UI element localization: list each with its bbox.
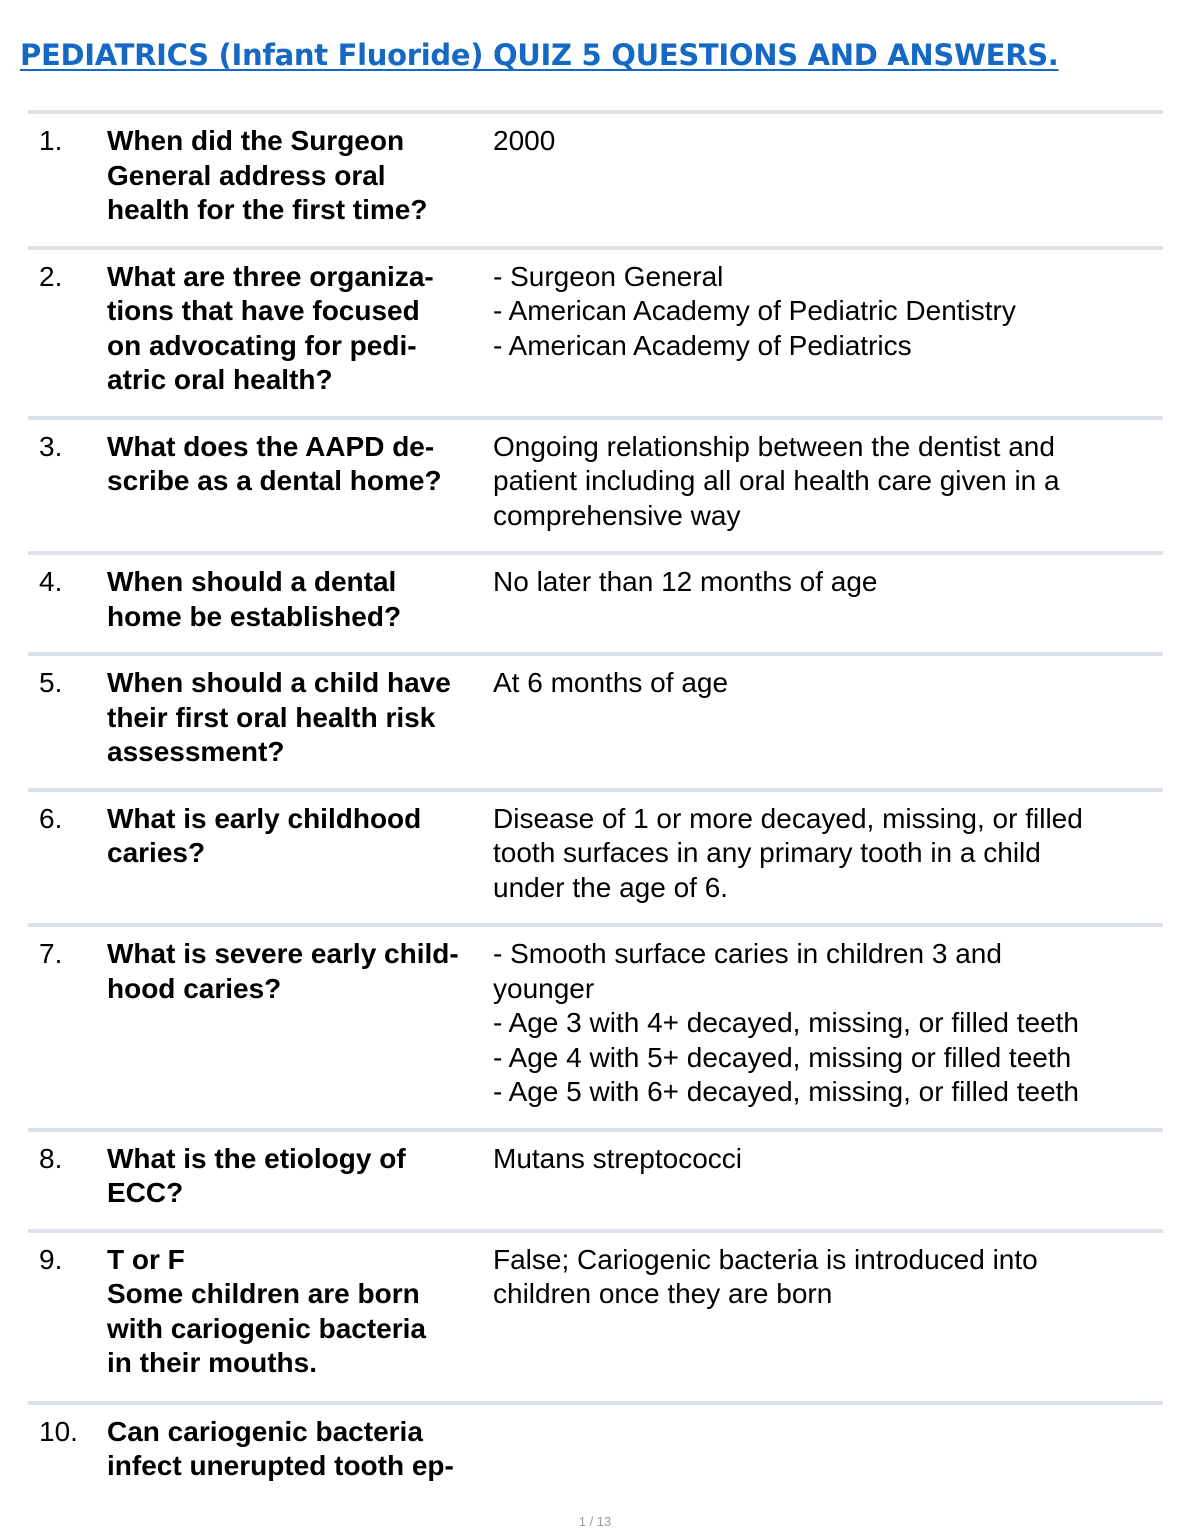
question-number: 10.	[39, 1415, 78, 1447]
qa-row	[28, 1229, 1163, 1401]
answer-text: No later than 12 months of age	[493, 566, 878, 597]
answer-text: False; Cariogenic bacteria is introduced into children once they are born	[493, 1243, 1038, 1309]
qa-row	[28, 110, 1163, 246]
question-number: 7.	[39, 938, 63, 969]
qa-row	[28, 652, 1163, 788]
answer-text	[493, 1415, 1163, 1484]
question-number: 9.	[39, 1243, 63, 1275]
question-number: 3.	[39, 430, 63, 462]
document-title: PEDIATRICS (Infant Fluoride) QUIZ 5 QUESTIONS AND ANSWERS.	[20, 38, 1059, 72]
question-text: When should a dental home be established?	[107, 566, 402, 632]
answer-text: - Surgeon General - American Academy of Pediatric Dentistry - American Academy of Pediatrics	[493, 260, 1016, 361]
qa-row	[28, 246, 1163, 416]
answer-text: Mutans streptococci	[493, 1142, 742, 1174]
answer-text: - Smooth surface caries in children 3 and younger - Age 3 with 4+ decayed, missing, or filled teeth - Age 4 with 5+ decayed, missing or filled teeth - Age 5 with 6+ decayed, missing, or filled teeth	[493, 938, 1079, 1107]
answer-text: At 6 months of age	[493, 667, 729, 698]
page-indicator: 1 / 13	[578, 1514, 612, 1529]
qa-row	[28, 788, 1163, 924]
question-text: T or F Some children are born with cariogenic bacteria in their mouths.	[107, 1243, 426, 1378]
answer-text: Ongoing relationship between the dentist and patient including all oral health care given in a comprehensive way	[493, 430, 1060, 531]
question-text: When should a child have their first oral health risk assessment?	[107, 667, 451, 767]
qa-row	[28, 416, 1163, 552]
question-text: What are three organiza- tions that have focused on advocating for pedi- atric oral health?	[107, 260, 434, 395]
qa-row	[28, 1401, 1163, 1502]
question-number: 4.	[39, 566, 63, 597]
question-text: What does the AAPD de- scribe as a dental home?	[107, 430, 442, 496]
question-text: What is severe early child- hood caries?	[107, 938, 459, 1004]
question-number: 2.	[39, 260, 63, 292]
question-text: What is the etiology of ECC?	[107, 1142, 406, 1208]
qa-row	[28, 923, 1163, 1128]
qa-row	[28, 1128, 1163, 1229]
question-text: When did the Surgeon General address oral health for the first time?	[107, 125, 428, 225]
answer-text: 2000	[493, 125, 556, 156]
qa-list	[28, 110, 1163, 1502]
question-number: 8.	[39, 1142, 63, 1174]
question-number: 6.	[39, 802, 63, 834]
answer-text: Disease of 1 or more decayed, missing, or filled tooth surfaces in any primary tooth in a child under the age of 6.	[493, 802, 1083, 903]
question-number: 5.	[39, 667, 63, 698]
question-text: What is early childhood caries?	[107, 802, 422, 868]
question-text: Can cariogenic bacteria infect unerupted tooth ep-	[107, 1415, 454, 1481]
qa-row	[28, 551, 1163, 652]
question-number: 1.	[39, 125, 63, 156]
